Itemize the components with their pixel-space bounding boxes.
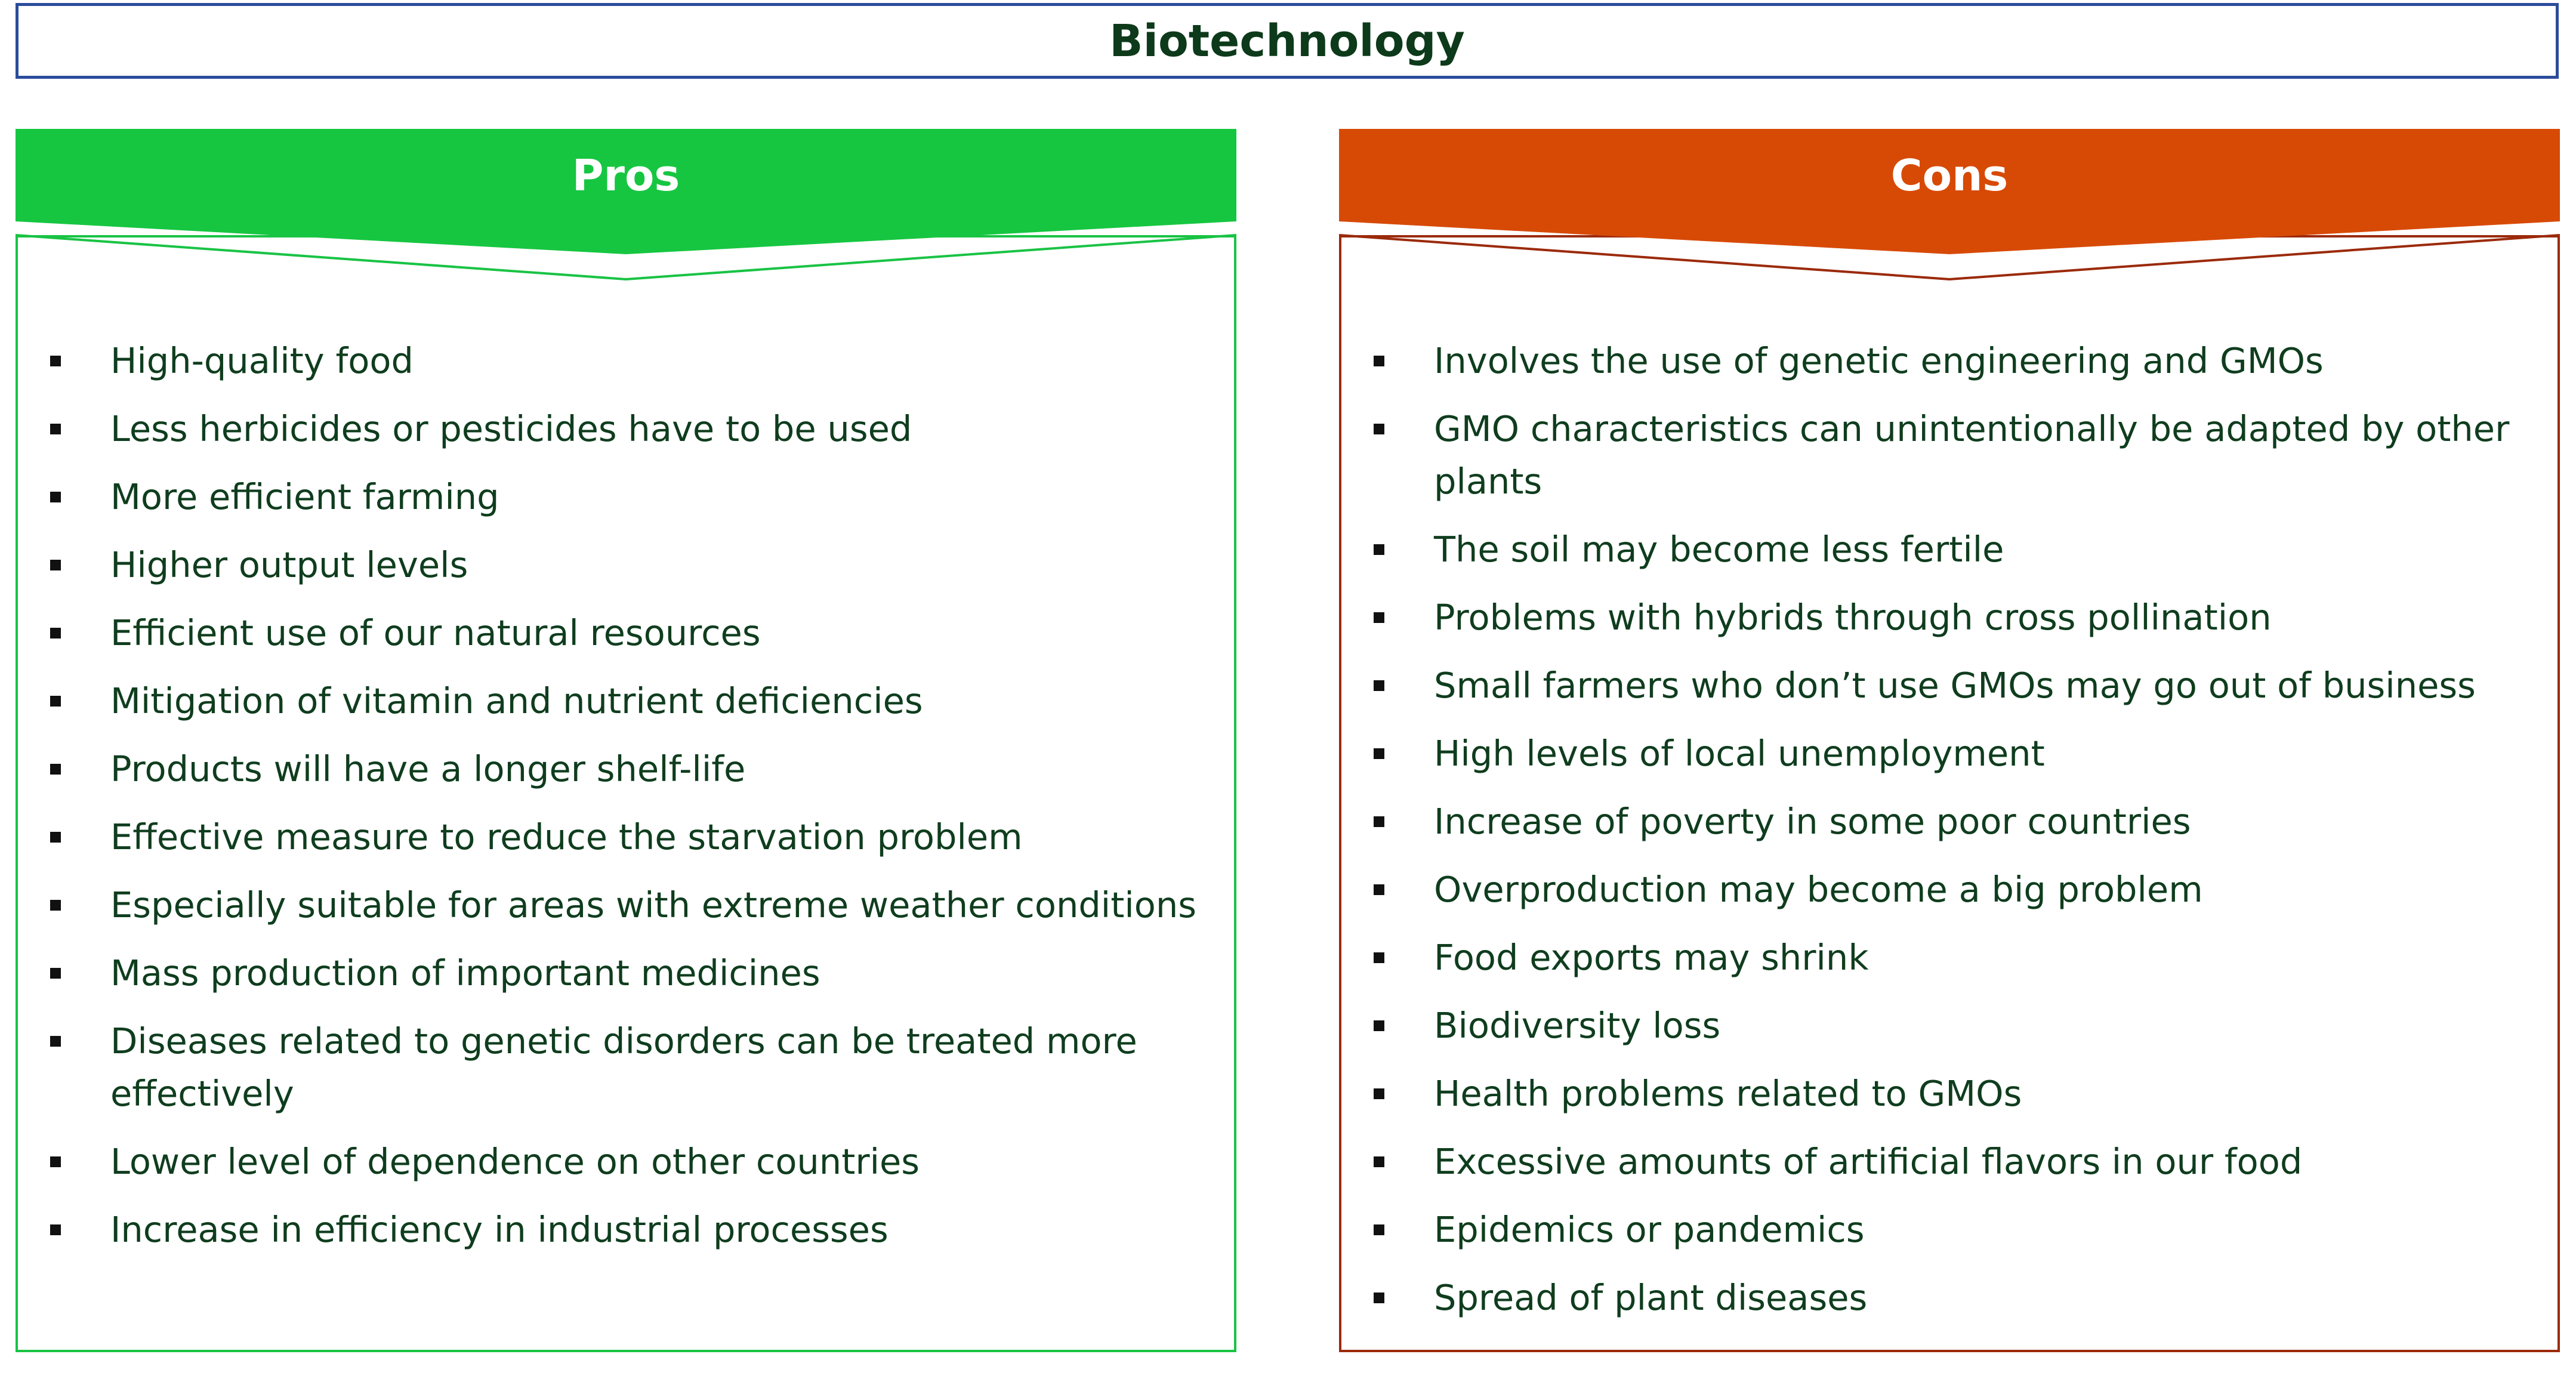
pros-list-item (16, 607, 1236, 659)
cons-list-item (1339, 931, 2560, 984)
cons-item-text: Small farmers who don’t use GMOs may go out of business (1434, 665, 2476, 706)
square-bullet-icon (1374, 612, 1384, 623)
square-bullet-icon (50, 560, 61, 570)
pros-list-item (16, 335, 1236, 387)
square-bullet-icon (50, 832, 61, 843)
pros-item-text: Higher output levels (110, 544, 468, 585)
cons-header: Cons (1890, 150, 2009, 200)
pros-header: Pros (572, 150, 680, 200)
cons-list-item (1339, 863, 2560, 916)
cons-item-text: Epidemics or pandemics (1434, 1209, 1865, 1250)
square-bullet-icon (1374, 356, 1384, 366)
cons-list-item (1339, 1272, 2560, 1324)
cons-list-item (1339, 403, 2560, 508)
page-title: Biotechnology (1109, 15, 1465, 67)
square-bullet-icon (1374, 816, 1384, 827)
pros-list-item (16, 1136, 1236, 1188)
square-bullet-icon (50, 968, 61, 979)
pros-item-text: Especially suitable for areas with extreme weather conditions (110, 884, 1196, 926)
square-bullet-icon (50, 900, 61, 911)
cons-panel (1339, 129, 2560, 1352)
cons-list-item (1339, 727, 2560, 780)
cons-item-text: Increase of poverty in some poor countries (1434, 801, 2191, 842)
pros-list-item (16, 675, 1236, 727)
pros-list (16, 335, 1236, 1272)
pros-item-text: High-quality food (110, 340, 414, 381)
pros-item-text: Effective measure to reduce the starvation problem (110, 816, 1023, 857)
square-bullet-icon (50, 696, 61, 707)
cons-list-item (1339, 1000, 2560, 1052)
square-bullet-icon (50, 1036, 61, 1047)
cons-list (1339, 335, 2560, 1340)
square-bullet-icon (50, 356, 61, 366)
square-bullet-icon (50, 1224, 61, 1235)
cons-list-item (1339, 659, 2560, 712)
cons-list-item (1339, 591, 2560, 644)
pros-item-text: Increase in efficiency in industrial processes (110, 1209, 889, 1250)
square-bullet-icon (1374, 424, 1384, 434)
square-bullet-icon (1374, 952, 1384, 963)
square-bullet-icon (1374, 748, 1384, 759)
cons-list-item (1339, 335, 2560, 387)
square-bullet-icon (50, 424, 61, 434)
square-bullet-icon (50, 628, 61, 638)
pros-list-item (16, 539, 1236, 591)
square-bullet-icon (50, 492, 61, 502)
pros-panel (16, 129, 1236, 1352)
pros-list-item (16, 403, 1236, 455)
pros-item-text: Products will have a longer shelf-life (110, 748, 746, 789)
pros-list-item (16, 743, 1236, 795)
square-bullet-icon (1374, 544, 1384, 555)
square-bullet-icon (1374, 884, 1384, 895)
pros-list-item (16, 947, 1236, 1000)
pros-list-item (16, 1204, 1236, 1256)
square-bullet-icon (1374, 1156, 1384, 1167)
cons-item-text: The soil may become less fertile (1434, 529, 2004, 570)
cons-list-item (1339, 1204, 2560, 1256)
square-bullet-icon (1374, 1088, 1384, 1099)
cons-item-text: Problems with hybrids through cross pollination (1434, 597, 2272, 638)
cons-item-text: Spread of plant diseases (1434, 1277, 1868, 1318)
title-box (16, 3, 2559, 79)
pros-item-text: Mitigation of vitamin and nutrient deficiencies (110, 680, 923, 721)
square-bullet-icon (50, 764, 61, 775)
pros-item-text: Efficient use of our natural resources (110, 612, 761, 653)
square-bullet-icon (1374, 680, 1384, 691)
cons-item-text: Involves the use of genetic engineering and GMOs (1434, 340, 2324, 381)
cons-item-text: GMO characteristics can unintentionally be adapted by other plants (1434, 408, 2510, 502)
pros-list-item (16, 1015, 1236, 1120)
square-bullet-icon (50, 1156, 61, 1167)
pros-item-text: More efficient farming (110, 476, 499, 517)
cons-list-item (1339, 1068, 2560, 1120)
pros-list-item (16, 811, 1236, 863)
pros-list-item (16, 879, 1236, 931)
pros-item-text: Diseases related to genetic disorders can be treated more effectively (110, 1020, 1137, 1114)
square-bullet-icon (1374, 1293, 1384, 1303)
pros-item-text: Lower level of dependence on other countries (110, 1141, 920, 1182)
square-bullet-icon (1374, 1224, 1384, 1235)
cons-item-text: High levels of local unemployment (1434, 733, 2045, 774)
cons-list-item (1339, 1136, 2560, 1188)
pros-item-text: Mass production of important medicines (110, 952, 820, 994)
pros-list-item (16, 471, 1236, 523)
cons-item-text: Biodiversity loss (1434, 1005, 1721, 1046)
cons-item-text: Health problems related to GMOs (1434, 1073, 2022, 1114)
pros-item-text: Less herbicides or pesticides have to be used (110, 408, 912, 449)
cons-list-item (1339, 795, 2560, 848)
cons-item-text: Excessive amounts of artificial flavors in our food (1434, 1141, 2303, 1182)
cons-list-item (1339, 523, 2560, 576)
cons-item-text: Food exports may shrink (1434, 937, 1869, 978)
square-bullet-icon (1374, 1020, 1384, 1031)
cons-item-text: Overproduction may become a big problem (1434, 869, 2203, 910)
